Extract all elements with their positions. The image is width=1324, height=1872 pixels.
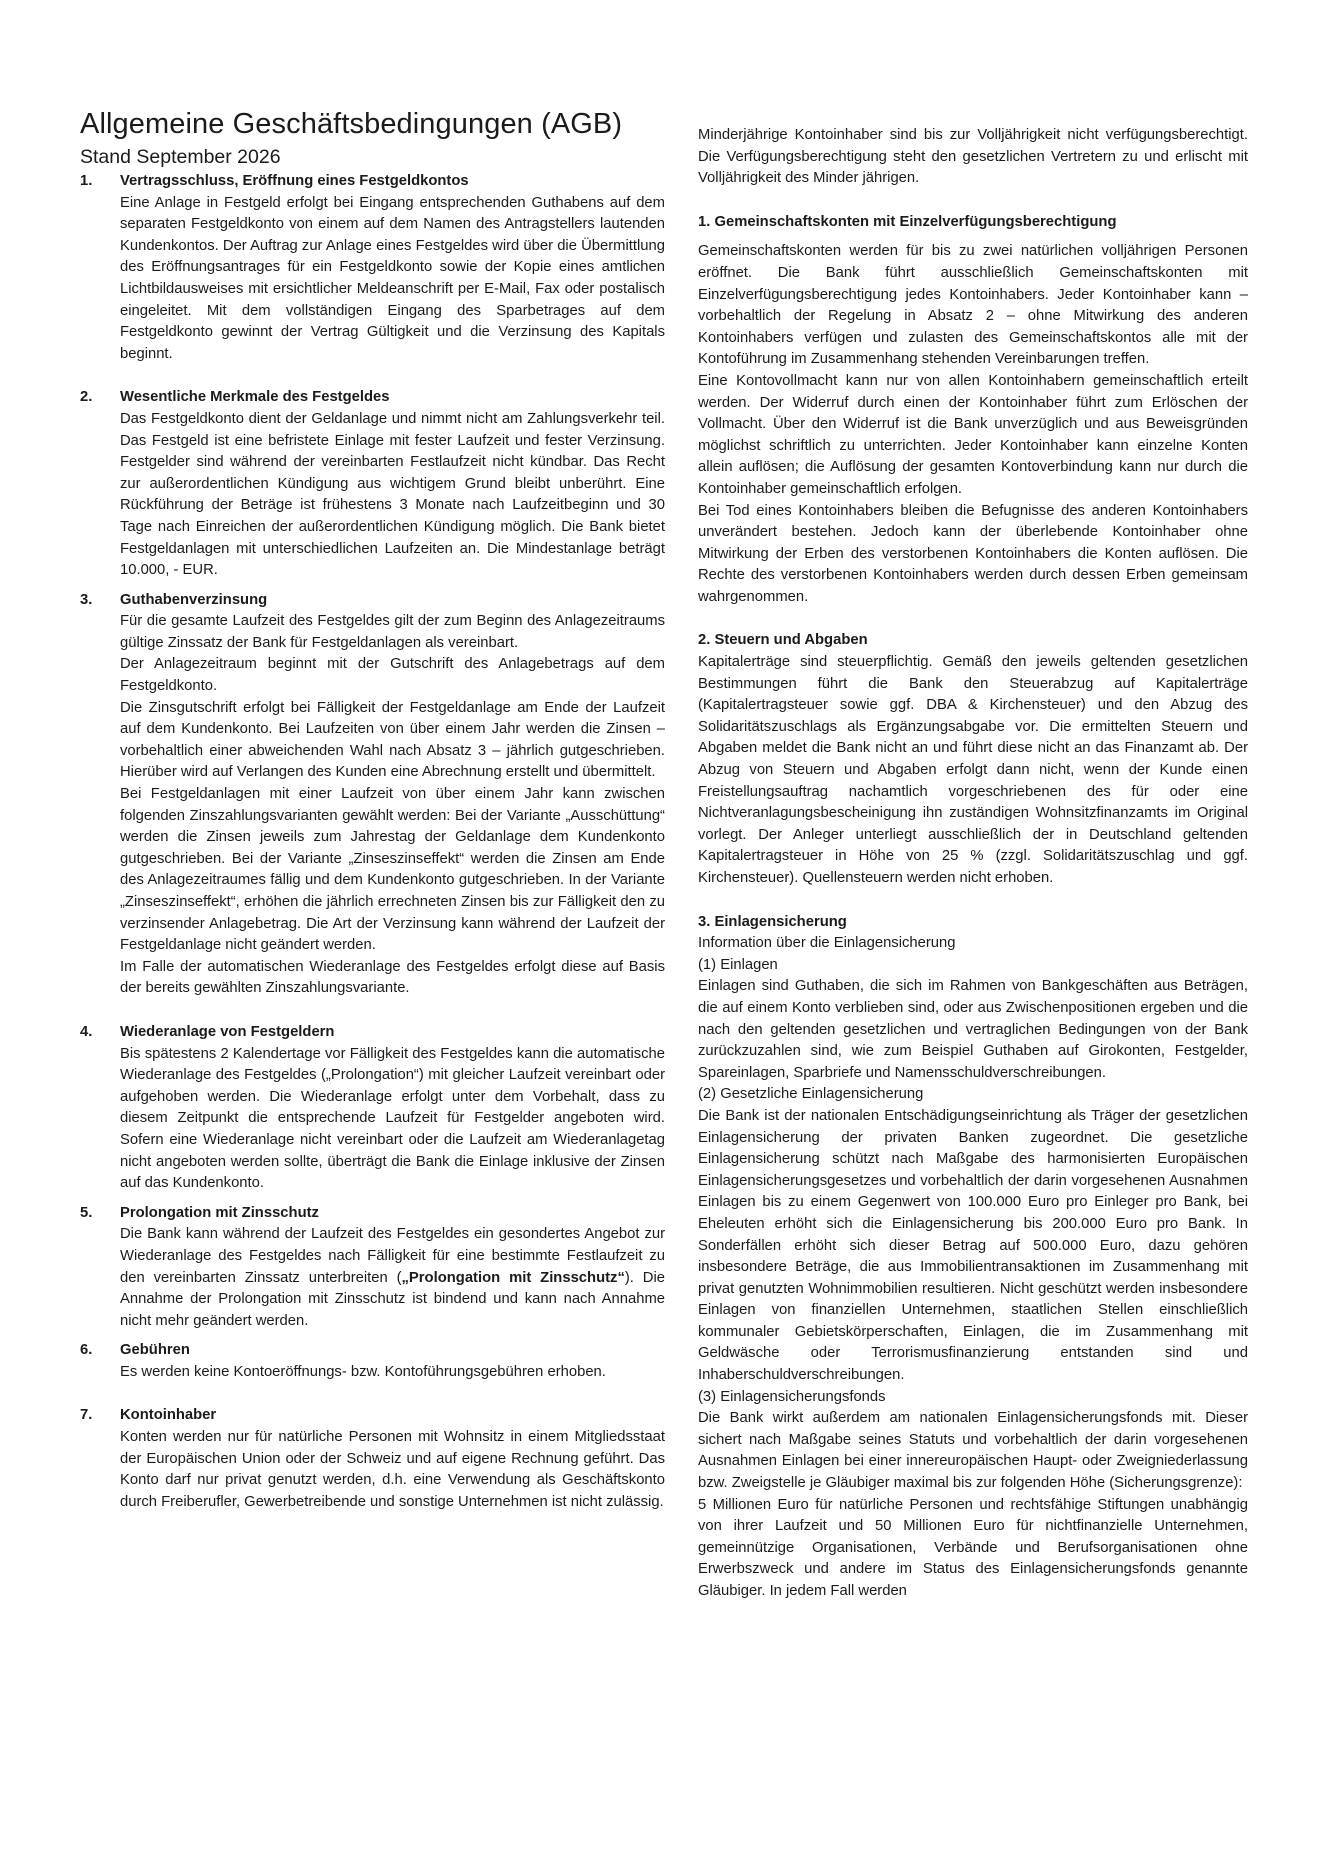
section-1: [80, 171, 665, 365]
section-spacer: [698, 890, 1248, 912]
paragraph: [120, 193, 665, 366]
section-number: 1.: [80, 173, 93, 189]
paragraph: [120, 654, 665, 697]
paragraph: Kapitalerträge sind steuerpflichtig. Gemäß den jeweils geltenden gesetzlichen Bestimmungen führt die Bank den Steuerabzug auf Kapitalerträge (Kapitalertragsteuer sowie ggf. DBA & Kirchensteuer) und den Abzug des Solidaritätszuschlags als Ergänzungsabgabe vor. Die ermittelten Steuern und Abgaben meldet die Bank nicht an und führt diese nicht an das Finanzamt ab. Der Abzug von Steuern und Abgaben erfolgt dann nicht, wenn der Kunde einen Freistellungsauftrag nachamtlich vorgeschriebenen des für oder eine Nichtveranlagungsbescheinigung ihn zuständigen Wohnsitzfinanzamts im Original vorlegt. Der Anleger unterliegt ausschließlich der in Deutschland geltenden Kapitalertragsteuer in Höhe von 25 % (zzgl. Solidaritätszuschlag und ggf. Kirchensteuer). Quellensteuern werden nicht erhoben.: [698, 654, 1248, 886]
section-body: [120, 1427, 665, 1513]
paragraph: (2) Gesetzliche Einlagensicherung: [698, 1086, 924, 1103]
text-segment: ). Die Annahme der Prolongation mit Zinsschutz ist bindend und kann nach Annahme nicht mehr geändert werden.: [120, 1269, 665, 1329]
text-segment: Die Zinsgutschrift erfolgt bei Fälligkeit der Festgeldanlage am Ende der Laufzeit auf dem Kundenkonto. Bei Laufzeiten von über einem Jahr werden die Zinsen – vorbehaltlich einer abweichenden Wahl nach Absatz 3 – jährlich gutgeschrieben. Hierüber wird auf Verlangen des Kunden eine Abrechnung erstellt und übermittelt.: [120, 699, 665, 781]
section-body: [120, 1044, 665, 1195]
paragraph: [120, 409, 665, 582]
paragraph: [120, 1224, 665, 1332]
right-section-heading: 3. Einlagensicherung: [698, 913, 847, 930]
section-number: 7.: [80, 1407, 93, 1424]
section-heading: Kontoinhaber: [120, 1407, 217, 1424]
right-section-heading: 1. Gemeinschaftskonten mit Einzelverfügungsberechtigung: [698, 213, 1117, 230]
section-spacer: [80, 1383, 665, 1405]
right-column: [698, 125, 1248, 1603]
text-segment: Bis spätestens 2 Kalendertage vor Fälligkeit des Festgeldes kann die automatische Wiederanlage des Festgeldes („Prolongation“) mit gleicher Laufzeit vereinbart oder aufgehoben werden. Die Wiederanlage erfolgt unter dem Vorbehalt, dass zu diesem Zeitpunkt die entsprechende Laufzeit für Festgelder angeboten wird. Sofern eine Wiederanlage nicht vereinbart oder die Laufzeit am Wiederanlagetag nicht angeboten werden sollte, überträgt die Bank die Einlage inklusive der Zinsen auf das Kundenkonto.: [120, 1045, 665, 1192]
section-2: [80, 387, 665, 581]
section-7: [80, 1405, 665, 1513]
section-spacer: [80, 1195, 665, 1203]
section-number: 2.: [80, 389, 93, 406]
paragraph: Die Bank ist der nationalen Entschädigungseinrichtung als Träger der gesetzlichen Einlagensicherung der privaten Banken zugeordnet. Die gesetzliche Einlagensicherung schützt nach Maßgabe des harmonisierten Europäischen Einlagensicherungsgesetzes und vorbehaltlich der darin vorgesehenen Ausnahmen Einlagen bis zu einem Gegenwert von 100.000 Euro pro Einleger pro Bank, bei Eheleuten erhöht sich die Einlagensicherung bis 200.000 Euro pro Bank. In Sonderfällen erhöht sich dieser Betrag auf 500.000 Euro, dazu gehören insbesondere Beträge, die aus Immobilientransaktionen im Zusammenhang mit privat genutzten Wohnimmobilien resultieren. Nicht geschützt werden insbesondere Einlagen von finanziellen Unternehmen, staatlichen Stellen einschließlich kommunaler Gebietskörperschaften, Einlagen, die im Zusammenhang mit Geldwäsche oder Terrorismusfinanzierung entstanden sind und Inhaberschuldverschreibungen.: [698, 1107, 1248, 1384]
paragraph: Eine Kontovollmacht kann nur von allen Kontoinhabern gemeinschaftlich erteilt werden. Der Widerruf durch einen der Kontoinhaber führt zum Erlöschen der Vollmacht. Über den Widerruf ist die Bank unverzüglich und aus Beweisgründen möglichst schriftlich zu unterrichten. Jeder Kontoinhaber kann einzelne Konten allein auflösen; die Auflösung der gesamten Kontoverbindung kann nur durch die Kontoinhaber gemeinschaftlich erfolgen.: [698, 372, 1248, 497]
paragraph: [120, 784, 665, 957]
paragraph: (3) Einlagensicherungsfonds: [698, 1388, 886, 1405]
paragraph: Gemeinschaftskonten werden für bis zu zwei natürlichen volljährigen Personen eröffnet. Die Bank führt ausschließlich Gemeinschaftskonten mit Einzelverfügungsberechtigung jedes Kontoinhabers. Jeder Kontoinhaber kann – vorbehaltlich der Regelung in Absatz 2 – ohne Mitwirkung des anderen Kontoinhabers verfügen und zulasten des Gemeinschaftskontos alle mit der Kontoführung im Zusammenhang stehenden Vereinbarungen treffen.: [698, 243, 1248, 368]
section-number: 3.: [80, 591, 93, 608]
paragraph: Die Bank wirkt außerdem am nationalen Einlagensicherungsfonds mit. Dieser sichert nach Maßgabe seines Statuts und vorbehaltlich der darin vorgesehenen Ausnahmen Einlagen bei einer innereuropäischen Haupt- oder Zweigniederlassung bzw. Zweigstelle je Gläubiger maximal bis zur folgenden Höhe (Sicherungsgrenze):: [698, 1410, 1248, 1492]
section-body: [120, 611, 665, 1000]
section-body: [120, 409, 665, 582]
page-title: Allgemeine Geschäftsbedingungen (AGB): [80, 108, 623, 140]
paragraph: [120, 698, 665, 784]
paragraph: [120, 1427, 665, 1513]
paragraph: Einlagen sind Guthaben, die sich im Rahmen von Bankgeschäften aus Beträgen, die auf einem Konto verblieben sind, oder aus Zwischenpositionen ergeben und die nach den geltenden gesetzlichen und vertraglichen Bedingungen von der Bank zurückzuzahlen sind, wie zum Beispiel Guthaben auf Girokonten, Festgelder, Spareinlagen, Sparbriefe und Namensschuldverschreibungen.: [698, 978, 1248, 1081]
section-body: [120, 1224, 665, 1332]
paragraph: (1) Einlagen: [698, 956, 778, 973]
section-heading: Gebühren: [120, 1342, 190, 1359]
paragraph: Information über die Einlagensicherung: [698, 935, 956, 952]
text-segment: Der Anlagezeitraum beginnt mit der Gutschrift des Anlagebetrags auf dem Festgeldkonto.: [120, 656, 665, 695]
section-spacer: [698, 190, 1248, 212]
text-segment: Für die gesamte Laufzeit des Festgeldes gilt der zum Beginn des Anlagezeitraums gültige Zinssatz der Bank für Festgeldanlagen als vereinbart.: [120, 613, 665, 651]
right-sections: [698, 190, 1248, 1603]
section-spacer: [80, 365, 665, 387]
section-spacer: [80, 1332, 665, 1340]
paragraph: [120, 611, 665, 654]
left-column: [80, 171, 665, 1513]
paragraph: Bei Tod eines Kontoinhabers bleiben die Befugnisse des anderen Kontoinhabers unverändert bestehen. Jedoch kann der überlebende Kontoinhaber ohne Mitwirkung der Erben des verstorbenen Kontoinhabers die Konten auflösen. Die Rechte des verstorbenen Kontoinhabers werden durch dessen Erben gemeinsam wahrgenommen.: [698, 502, 1248, 605]
section-4: [80, 1022, 665, 1195]
section-heading: Guthabenverzinsung: [120, 591, 268, 608]
section-6: [80, 1340, 665, 1383]
section-number: 5.: [80, 1204, 93, 1221]
paragraph: [120, 957, 665, 1000]
bold-term: „Prolongation mit Zinsschutz“: [401, 1269, 625, 1286]
text-segment: Es werden keine Kontoeröffnungs- bzw. Kontoführungsgebühren erhoben.: [120, 1363, 606, 1380]
section-5: [80, 1203, 665, 1333]
paragraph: [120, 1044, 665, 1195]
section-body: [120, 1362, 665, 1384]
text-segment: Eine Anlage in Festgeld erfolgt bei Eingang entsprechenden Guthabens auf dem separaten Festgeldkonto von einem auf dem Namen des Antragstellers lautenden Kundenkontos. Der Auftrag zur Anlage eines Festgeldes wird über die Übermittlung des Eröffnungsantrages für ein Festgeldkonto sowie der Kopie eines amtlichen Lichtbildausweises mit ersichtlicher Meldeanschrift per E-Mail, Fax oder postalisch eingeleitet. Mit dem vollständigen Eingang des Sparbetrages auf dem Festgeldkonto gewinnt der Vertrag Gültigkeit und die Verzinsung des Kapitals beginnt.: [120, 194, 665, 362]
text-segment: Bei Festgeldanlagen mit einer Laufzeit von über einem Jahr kann zwischen folgenden Zinszahlungsvarianten gewählt werden: Bei der Variante „Ausschüttung“ werden die Zinsen jeweils zum Jahrestag der Geldanlage dem Kundenkonto gutgeschrieben. Bei der Variante „Zinseszinseffekt“ werden die Zinsen am Ende des Anlagezeitraumes fällig und dem Kundenkonto gutgeschrieben. In der Variante „Zinseszinseffekt“, erhöhen die jährlich errechneten Zinsen bis zur Fälligkeit den zu verzinsender Anlagebetrag. Die Art der Verzinsung kann während der Laufzeit der Festgeldanlage nicht geändert werden.: [120, 786, 665, 954]
section-heading: Wiederanlage von Festgeldern: [120, 1023, 335, 1040]
section-body: [120, 193, 665, 366]
right-section-heading: 2. Steuern und Abgaben: [698, 632, 868, 649]
section-number: 6.: [80, 1342, 93, 1359]
section-heading: Wesentliche Merkmale des Festgeldes: [120, 389, 390, 406]
section-spacer: [80, 582, 665, 590]
section-heading: Vertragsschluss, Eröffnung eines Festgeldkontos: [120, 173, 469, 189]
section-heading: Prolongation mit Zinsschutz: [120, 1204, 319, 1221]
text-segment: Konten werden nur für natürliche Personen mit Wohnsitz in einem Mitgliedsstaat der Europäischen Union oder der Schweiz und auf eigene Rechnung geführt. Das Konto darf nur privat genutzt werden, d.h. eine Verwendung als Geschäftskonto durch Freiberufler, Gewerbetreibende und sonstige Unternehmen ist nicht zulässig.: [120, 1429, 665, 1510]
text-segment: Im Falle der automatischen Wiederanlage des Festgeldes erfolgt diese auf Basis der bereits gewählten Zinszahlungsvariante.: [120, 958, 665, 997]
section-number: 4.: [80, 1023, 93, 1040]
text-segment: Die Bank kann während der Laufzeit des Festgeldes ein gesondertes Angebot zur Wiederanlage des Festgeldes nach Fälligkeit für eine bestimmte Festlaufzeit zu den vereinbarten Zinssatz unterbreiten (: [120, 1226, 665, 1286]
page-subtitle: Stand September 2026: [80, 146, 281, 168]
text-segment: Das Festgeldkonto dient der Geldanlage und nimmt nicht am Zahlungsverkehr teil. Das Festgeld ist eine befristete Einlage mit fester Laufzeit und fester Verzinsung. Festgelder sind während der vereinbarten Festlaufzeit nicht kündbar. Das Recht zur außerordentlichen Kündigung aus wichtigem Grund bleibt unberührt. Eine Rückführung der Beträge ist frühestens 3 Monate nach Laufzeitbeginn und 30 Tage nach Einreichen der außerordentlichen Kündigung möglich. Die Bank bietet Festgeldanlagen mit unterschiedlichen Laufzeiten an. Die Mindestanlage beträgt 10.000, - EUR.: [120, 410, 665, 579]
section-spacer: [80, 1000, 665, 1022]
section-3: [80, 590, 665, 1000]
paragraph: [120, 1362, 665, 1384]
paragraph: 5 Millionen Euro für natürliche Personen und rechtsfähige Stiftungen unabhängig von ihrer Laufzeit und 50 Millionen Euro für nichtfinanzielle Unternehmen, gemeinnützige Organisationen, Verbände und Berufsorganisationen ohne Erwerbszweck und andere im Status des Einlagensicherungsfonds genannte Gläubiger. In jedem Fall werden: [698, 1496, 1248, 1599]
heading-spacer: [698, 233, 1248, 241]
right-intro: Minderjährige Kontoinhaber sind bis zur Volljährigkeit nicht verfügungsberechtigt. Die Verfügungsberechtigung steht den gesetzlichen Vertretern zu und erlischt mit Volljährigkeit des Minder jährigen.: [698, 127, 1248, 187]
section-spacer: [698, 608, 1248, 630]
